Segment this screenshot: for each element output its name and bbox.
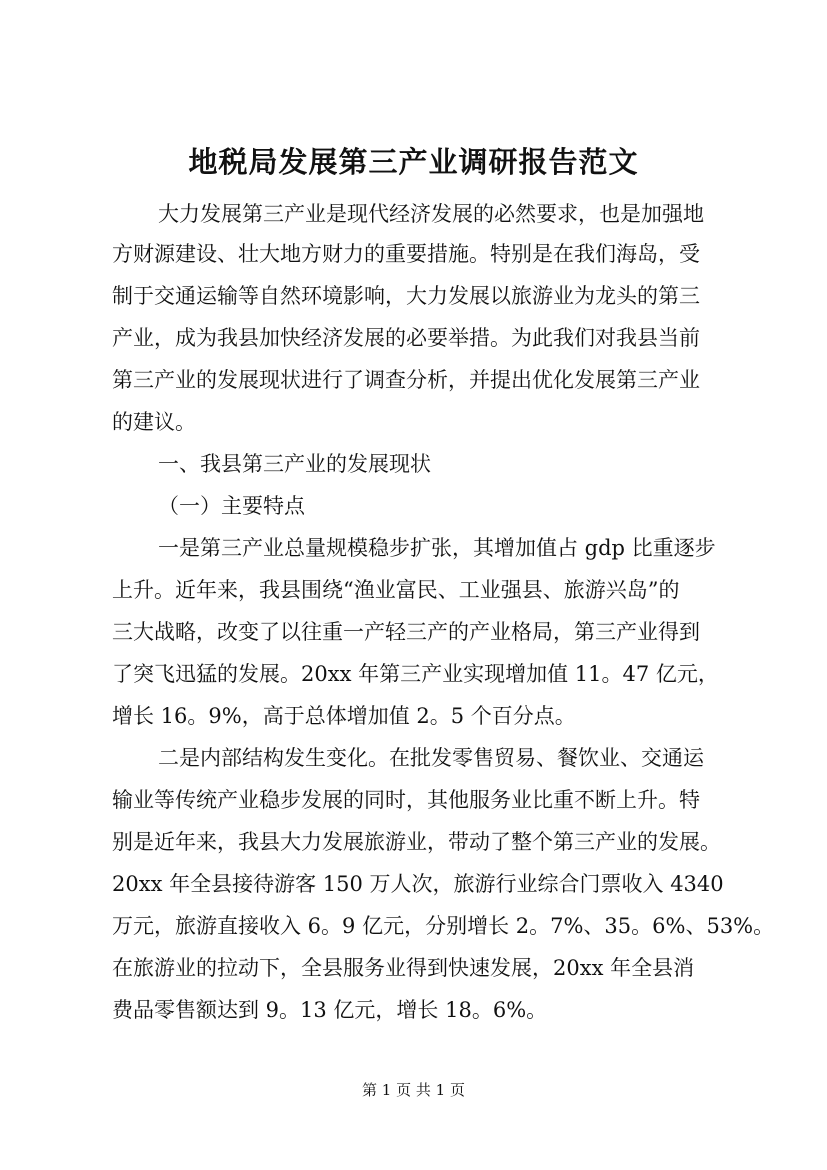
paragraph-line: 增长 16。9%，高于总体增加值 2。5 个百分点。 [112,704,576,728]
section-heading: 一、我县第三产业的发展现状 [158,452,431,476]
page-footer: 第 1 页 共 1 页 [362,1081,465,1099]
paragraph-line: 费品零售额达到 9。13 亿元，增长 18。6%。 [112,998,548,1022]
paragraph-line: 第三产业的发展现状进行了调查分析，并提出优化发展第三产业 [112,368,700,392]
paragraph-line: 20xx 年全县接待游客 150 万人次，旅游行业综合门票收入 4340 [112,872,724,896]
paragraph-line: 万元，旅游直接收入 6。9 亿元，分别增长 2。7%、35。6%、53%。 [112,914,775,938]
paragraph-line: 一是第三产业总量规模稳步扩张，其增加值占 gdp 比重逐步 [158,536,716,560]
paragraph-line: 方财源建设、壮大地方财力的重要措施。特别是在我们海岛，受 [112,242,700,266]
paragraph-line: 产业，成为我县加快经济发展的必要举措。为此我们对我县当前 [112,326,700,350]
subsection-heading: （一）主要特点 [158,494,305,518]
document-title: 地税局发展第三产业调研报告范文 [188,145,639,179]
paragraph-line: 制于交通运输等自然环境影响，大力发展以旅游业为龙头的第三 [112,284,700,308]
paragraph-line: 了突飞迅猛的发展。20xx 年第三产业实现增加值 11。47 亿元， [112,662,719,686]
paragraph-line: 二是内部结构发生变化。在批发零售贸易、餐饮业、交通运 [158,746,704,770]
paragraph-line: 别是近年来，我县大力发展旅游业，带动了整个第三产业的发展。 [112,830,721,854]
paragraph-line: 上升。近年来，我县围绕“渔业富民、工业强县、旅游兴岛”的 [112,578,680,602]
paragraph-line: 在旅游业的拉动下，全县服务业得到快速发展，20xx 年全县消 [112,956,695,980]
paragraph-line: 的建议。 [112,410,196,434]
paragraph-line: 大力发展第三产业是现代经济发展的必然要求，也是加强地 [158,202,704,226]
paragraph-line: 输业等传统产业稳步发展的同时，其他服务业比重不断上升。特 [112,788,700,812]
paragraph-line: 三大战略，改变了以往重一产轻三产的产业格局，第三产业得到 [112,620,700,644]
